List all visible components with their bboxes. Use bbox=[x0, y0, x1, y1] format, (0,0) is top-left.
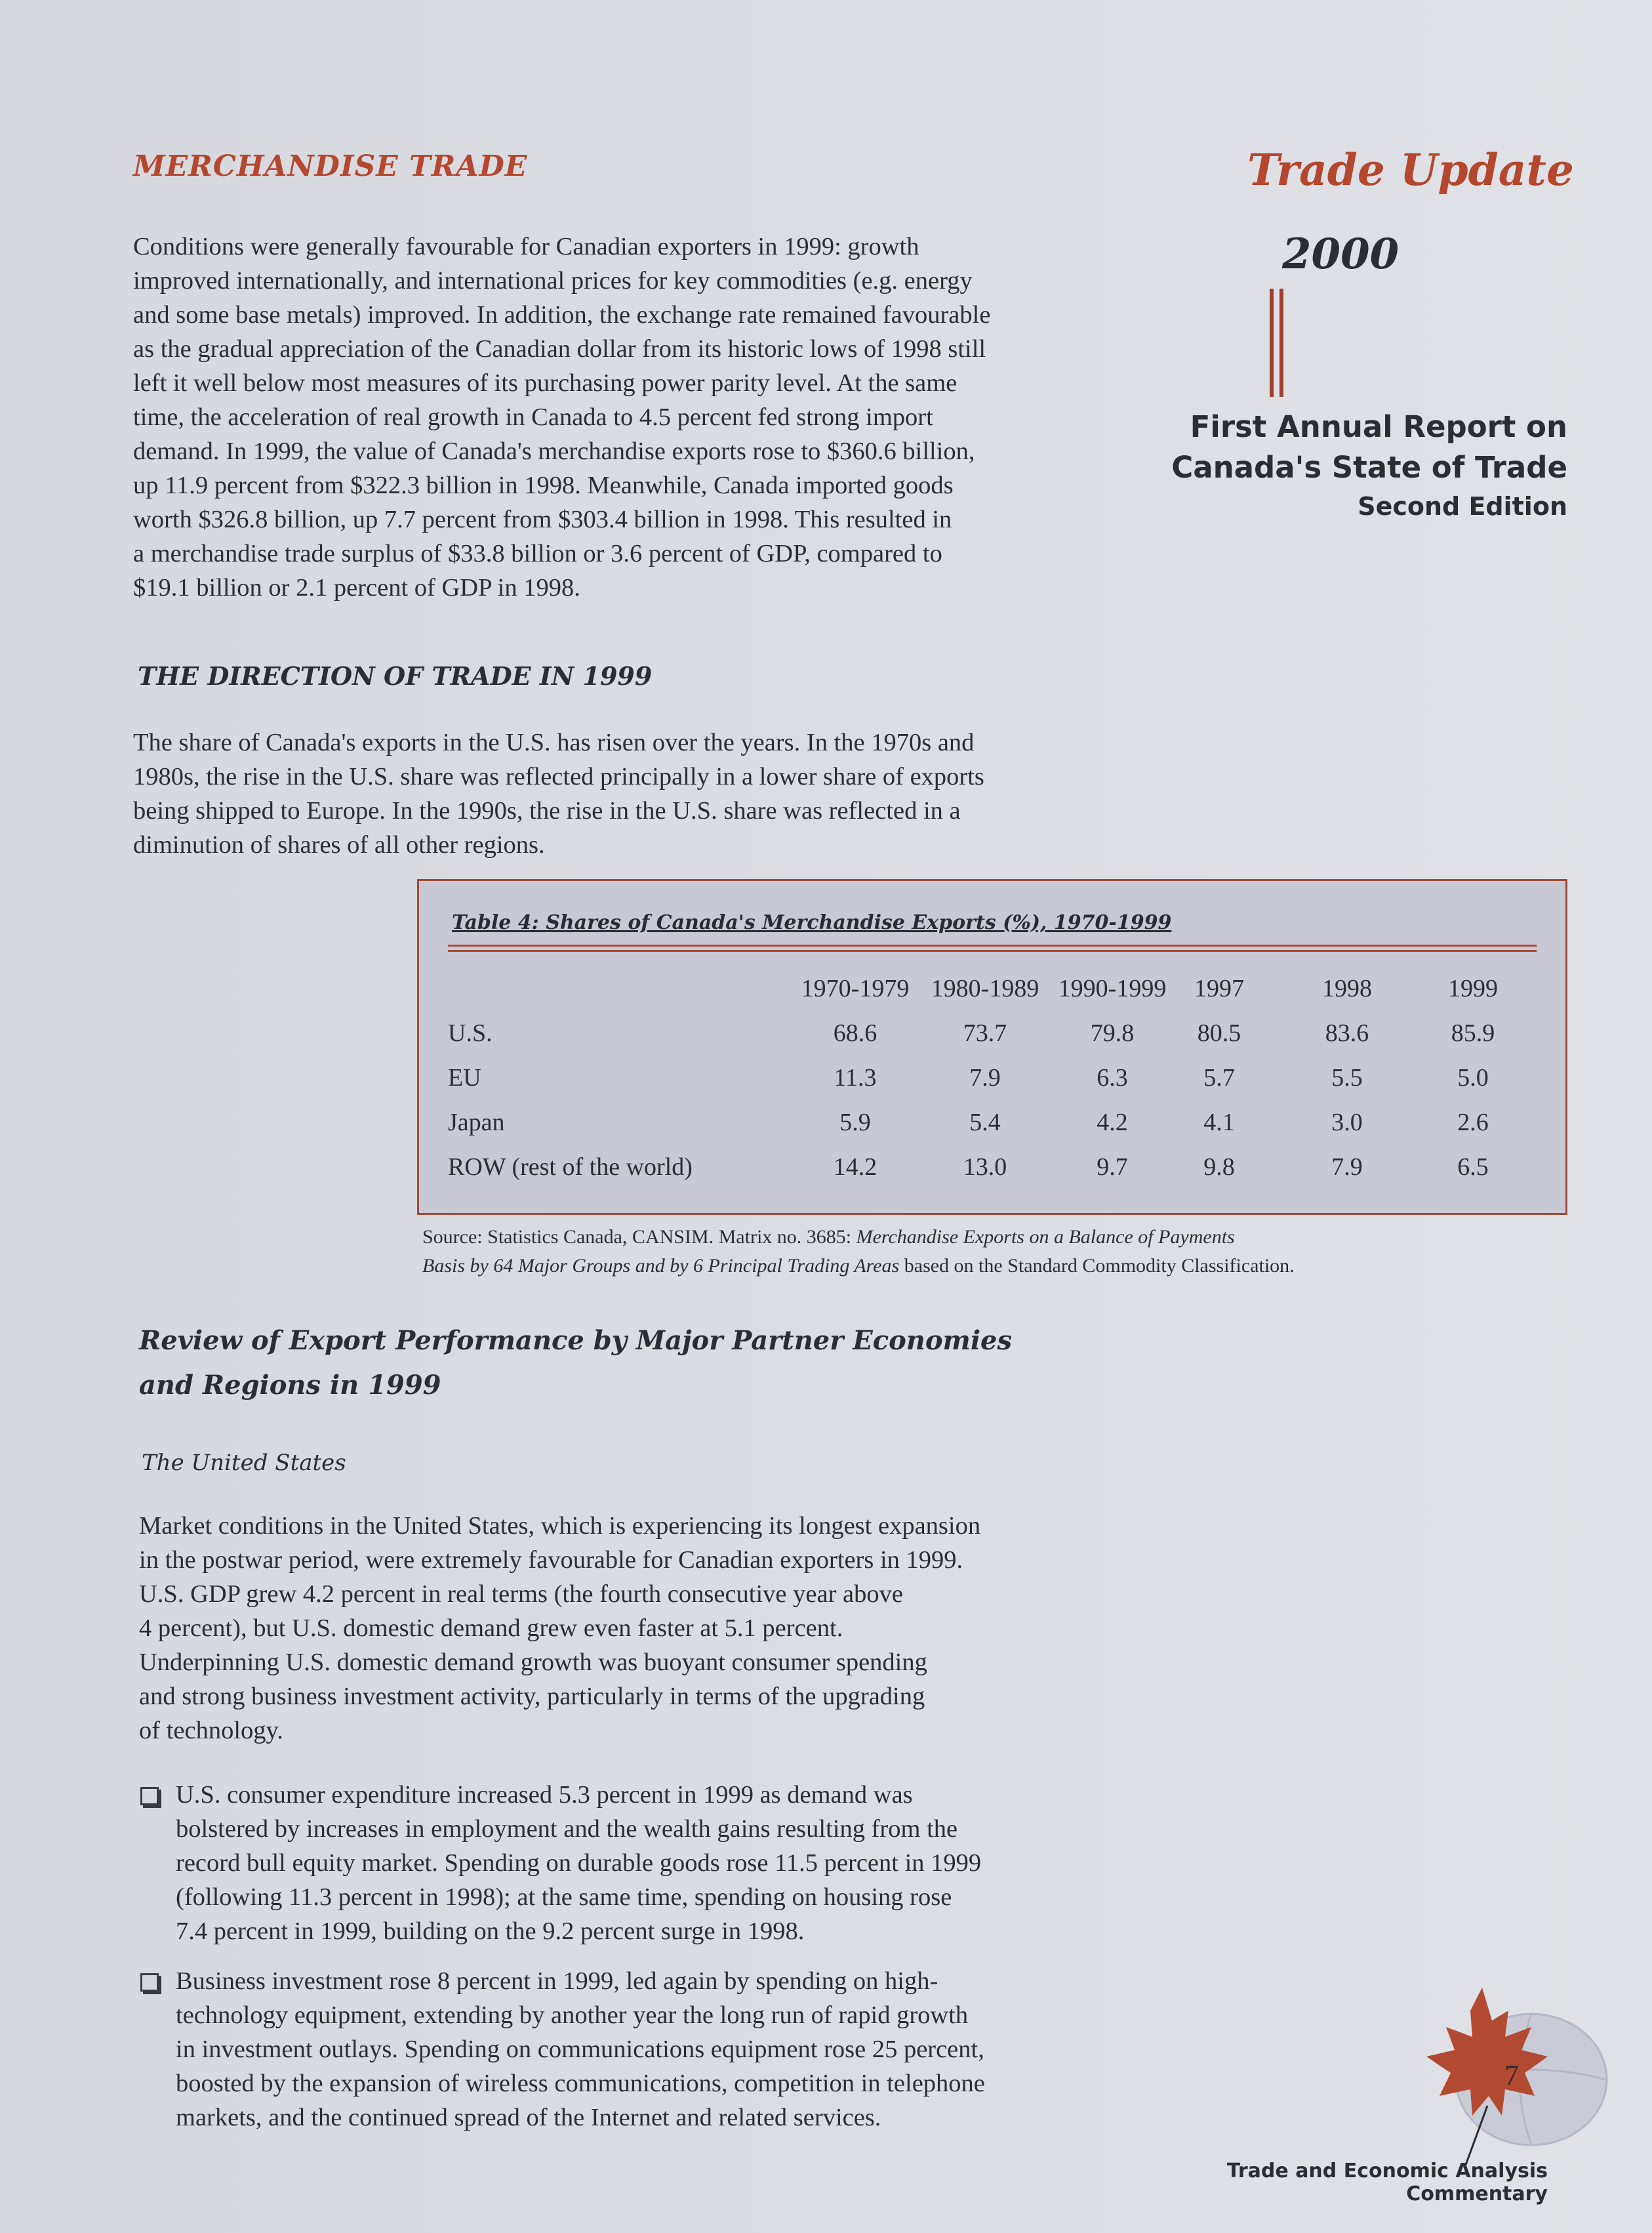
table-column-header: 1980-1989 bbox=[931, 975, 1039, 1002]
review-subheading: The United States bbox=[142, 1450, 346, 1476]
text-line: being shipped to Europe. In the 1990s, the rise in the U.S. share was reflected in a bbox=[133, 797, 961, 825]
text-line: left it well below most measures of its purchasing power parity level. At the same bbox=[133, 369, 957, 397]
table-cell: 73.7 bbox=[963, 1019, 1007, 1047]
footer-caption: Trade and Economic Analysis Commentary bbox=[1226, 2160, 1548, 2205]
bullet-checbox-icon bbox=[140, 1973, 159, 1992]
table-column-header: 1990-1999 bbox=[1058, 975, 1167, 1002]
text-line: a merchandise trade surplus of $33.8 billion or 3.6 percent of GDP, compared to bbox=[133, 540, 942, 567]
text-line: in the postwar period, were extremely favourable for Canadian exporters in 1999. bbox=[139, 1546, 963, 1574]
table-cell: 6.3 bbox=[1097, 1064, 1128, 1092]
table-cell: 7.9 bbox=[969, 1064, 1001, 1092]
bullet-checkbox-icon bbox=[140, 1787, 159, 1805]
text-line: record bull equity market. Spending on durable goods rose 11.5 percent in 1999 bbox=[176, 1849, 982, 1877]
source-line-2 bbox=[422, 1252, 1550, 1280]
table-column-header: 1998 bbox=[1322, 975, 1372, 1002]
table-cell: 85.9 bbox=[1451, 1019, 1495, 1047]
table-column-header: 1999 bbox=[1448, 975, 1498, 1002]
text-line: U.S. GDP grew 4.2 percent in real terms (the fourth consecutive year above bbox=[139, 1580, 903, 1608]
text-line: Underpinning U.S. domestic demand growth was buoyant consumer spending bbox=[139, 1649, 927, 1676]
text-line: diminution of shares of all other regions. bbox=[133, 831, 545, 859]
direction-paragraph bbox=[133, 726, 1091, 862]
text-line: and some base metals) improved. In addition, the exchange rate remained favourable bbox=[133, 301, 991, 329]
text-line: 7.4 percent in 1999, building on the 9.2 percent surge in 1998. bbox=[176, 1917, 805, 1945]
table-cell: 68.6 bbox=[833, 1019, 877, 1047]
review-paragraph bbox=[139, 1509, 1097, 1748]
page-number: 7 bbox=[1504, 2059, 1519, 2091]
table-cell: 2.6 bbox=[1457, 1109, 1489, 1136]
table-column-header: 1997 bbox=[1194, 975, 1244, 1002]
table-cell: 79.8 bbox=[1090, 1019, 1135, 1047]
text-line: and strong business investment activity, particularly in terms of the upgrading bbox=[139, 1683, 925, 1710]
review-heading-line-1: Review of Export Performance by Major Partner Economies bbox=[139, 1325, 1013, 1356]
table-cell: 9.8 bbox=[1203, 1153, 1235, 1181]
text-line: 1980s, the rise in the U.S. share was reflected principally in a lower share of exports bbox=[133, 763, 984, 790]
sidebar-divider-bar-1 bbox=[1270, 289, 1274, 397]
table-title-rule-1 bbox=[448, 945, 1537, 947]
text-line: in investment outlays. Spending on communications equipment rose 25 percent, bbox=[176, 2036, 984, 2063]
table-title-rule-2 bbox=[448, 950, 1537, 952]
text-line: Business investment rose 8 percent in 1999, led again by spending on high- bbox=[176, 1967, 938, 1995]
text-line: markets, and the continued spread of the Internet and related services. bbox=[176, 2104, 881, 2131]
section-heading-direction-of-trade: THE DIRECTION OF TRADE IN 1999 bbox=[138, 661, 653, 691]
text-line: as the gradual appreciation of the Canadian dollar from its historic lows of 1998 still bbox=[133, 335, 986, 363]
table-cell: 6.5 bbox=[1457, 1153, 1489, 1181]
text-line: boosted by the expansion of wireless communications, competition in telephone bbox=[176, 2070, 985, 2097]
table-cell: 5.5 bbox=[1331, 1064, 1363, 1092]
sidebar-line-1: First Annual Report on bbox=[1190, 409, 1567, 444]
text-line: worth $326.8 billion, up 7.7 percent from $303.4 billion in 1998. This resulted in bbox=[133, 506, 952, 533]
merchandise-paragraph bbox=[133, 230, 1091, 605]
source-italic-1: Merchandise Exports on a Balance of Payments bbox=[856, 1226, 1235, 1248]
table-cell: 5.4 bbox=[969, 1109, 1001, 1136]
review-heading-line-2: and Regions in 1999 bbox=[139, 1370, 441, 1401]
table-cell: 80.5 bbox=[1197, 1019, 1241, 1047]
sidebar-line-2: Canada's State of Trade bbox=[1171, 450, 1567, 485]
text-line: U.S. consumer expenditure increased 5.3 percent in 1999 as demand was bbox=[176, 1781, 913, 1809]
table-4-box bbox=[417, 879, 1567, 1215]
bullet-item bbox=[176, 1964, 1107, 2135]
sidebar-year: 2000 bbox=[1282, 230, 1400, 279]
table-row-label: EU bbox=[448, 1064, 481, 1092]
table-cell: 4.1 bbox=[1203, 1109, 1235, 1136]
text-line: improved internationally, and international prices for key commodities (e.g. energy bbox=[133, 267, 973, 295]
table-row-label: U.S. bbox=[448, 1019, 493, 1047]
text-line: demand. In 1999, the value of Canada's merchandise exports rose to $360.6 billion, bbox=[133, 438, 975, 465]
table-cell: 5.9 bbox=[839, 1109, 871, 1136]
table-row-label: Japan bbox=[448, 1109, 505, 1136]
table-cell: 14.2 bbox=[833, 1153, 877, 1181]
text-line: up 11.9 percent from $322.3 billion in 1998. Meanwhile, Canada imported goods bbox=[133, 472, 954, 499]
text-line: The share of Canada's exports in the U.S. has risen over the years. In the 1970s and bbox=[133, 729, 975, 756]
text-line: 4 percent), but U.S. domestic demand grew even faster at 5.1 percent. bbox=[139, 1614, 843, 1642]
table-cell: 7.9 bbox=[1331, 1153, 1363, 1181]
table-column-header: 1970-1979 bbox=[801, 975, 910, 1002]
text-line: time, the acceleration of real growth in Canada to 4.5 percent fed strong import bbox=[133, 403, 933, 431]
text-line: Market conditions in the United States, which is experiencing its longest expansion bbox=[139, 1512, 981, 1540]
text-line: $19.1 billion or 2.1 percent of GDP in 1998. bbox=[133, 574, 580, 602]
text-line: Conditions were generally favourable for Canadian exporters in 1999: growth bbox=[133, 233, 919, 260]
table-cell: 13.0 bbox=[963, 1153, 1007, 1181]
text-line: of technology. bbox=[139, 1717, 283, 1744]
text-line: technology equipment, extending by another year the long run of rapid growth bbox=[176, 2001, 969, 2029]
table-title: Table 4: Shares of Canada's Merchandise Exports (%), 1970-1999 bbox=[452, 911, 1172, 934]
table-cell: 5.0 bbox=[1457, 1064, 1489, 1092]
source-line-1 bbox=[422, 1223, 1550, 1252]
table-source-note bbox=[422, 1223, 1550, 1280]
table-cell: 83.6 bbox=[1325, 1019, 1369, 1047]
table-row-label: ROW (rest of the world) bbox=[448, 1153, 693, 1181]
table-cell: 11.3 bbox=[834, 1064, 877, 1092]
source-suffix: based on the Standard Commodity Classification. bbox=[899, 1255, 1295, 1277]
text-line: bolstered by increases in employment and the wealth gains resulting from the bbox=[176, 1815, 958, 1843]
sidebar-line-3: Second Edition bbox=[1358, 492, 1567, 521]
table-cell: 3.0 bbox=[1331, 1109, 1363, 1136]
table-cell: 4.2 bbox=[1097, 1109, 1128, 1136]
source-italic-2: Basis by 64 Major Groups and by 6 Principal Trading Areas bbox=[422, 1255, 900, 1277]
section-heading-merchandise-trade: MERCHANDISE TRADE bbox=[133, 150, 528, 183]
table-cell: 5.7 bbox=[1203, 1064, 1235, 1092]
text-line: (following 11.3 percent in 1998); at the same time, spending on housing rose bbox=[176, 1883, 952, 1911]
sidebar-divider-bar-2 bbox=[1279, 289, 1283, 397]
source-prefix: Source: Statistics Canada, CANSIM. Matrix no. 3685: bbox=[422, 1226, 856, 1248]
table-cell: 9.7 bbox=[1097, 1153, 1128, 1181]
sidebar-title: Trade Update bbox=[1247, 144, 1574, 195]
bullet-item bbox=[176, 1778, 1107, 1948]
